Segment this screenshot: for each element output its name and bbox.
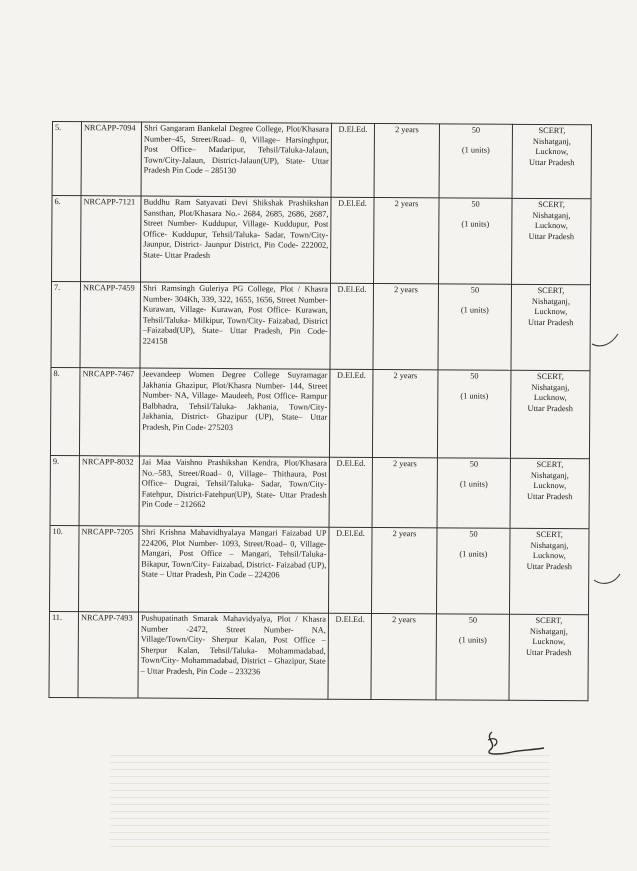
affiliating-body-cell <box>510 370 590 458</box>
affiliating-body-line: Uttar Pradesh <box>526 647 572 657</box>
application-number-cell: NRCAPP-7205 <box>79 526 140 612</box>
duration-cell: 2 years <box>371 527 437 613</box>
course-cell: D.El.Ed. <box>328 527 372 613</box>
course-cell: D.El.Ed. <box>331 197 375 283</box>
affiliating-body-line: Lucknow, <box>535 147 569 157</box>
affiliating-body-line: Uttar Pradesh <box>526 561 573 571</box>
table-row <box>51 282 591 371</box>
intake-cell <box>438 284 512 370</box>
affiliating-body-line: Nishatganj, <box>532 210 571 220</box>
serial-number-cell: 10. <box>50 525 80 611</box>
records-table-body <box>49 122 592 701</box>
institution-address-cell: Shri Krishna Mahavidhyalaya Mangari Faizabad UP 224206, Plot Number- 1093, Street/Road– 0, Village- Mangari, Post Office – Mangari, Tehsil/Taluka- Bikapur, Town/City- Faizabad, District- Faizabad (UP), State – Uttar Pradesh, Pin Code – 224206 <box>139 526 330 613</box>
affiliating-body-line: Lucknow, <box>534 307 568 317</box>
institution-address-cell: Jai Maa Vaishno Prashikshan Kendra, Plot/Khasara No.–583, Street/Road– 0, Village– Thithaura, Post Office– Dugrai, Tehsil/Taluka- Sadar, Town/City- Fatehpur, District-Fatehpur(UP), State- Uttar Pradesh Pin Code – 212662 <box>139 456 329 527</box>
duration-cell: 2 years <box>372 369 438 457</box>
serial-number-cell: 8. <box>50 367 80 455</box>
table-row <box>52 196 592 285</box>
affiliating-body-line: Nishatganj, <box>532 136 571 146</box>
application-number-cell: NRCAPP-7493 <box>78 612 139 698</box>
serial-number-cell: 11. <box>49 611 79 697</box>
application-number-cell: NRCAPP-8032 <box>79 456 139 526</box>
affiliating-body-cell <box>512 124 591 198</box>
serial-number-cell: 9. <box>50 455 79 525</box>
affiliating-body-line: Nishatganj, <box>530 470 569 480</box>
intake-units: (1 units) <box>458 635 487 645</box>
duration-cell: 2 years <box>371 613 437 699</box>
course-cell: D.El.Ed. <box>331 123 374 197</box>
affiliating-body-line: Lucknow, <box>533 481 567 491</box>
intake-seats: 50 <box>469 529 478 539</box>
affiliating-body-line: SCERT, <box>536 529 563 540</box>
intake-cell <box>436 528 510 614</box>
course-cell: D.El.Ed. <box>328 613 372 699</box>
table-row <box>49 611 589 700</box>
intake-units: (1 units) <box>459 549 488 559</box>
serial-number-cell: 7. <box>51 282 81 368</box>
intake-cell <box>437 370 511 458</box>
affiliating-body-cell <box>509 528 589 614</box>
affiliating-body-line: SCERT, <box>538 199 565 210</box>
intake-units: (1 units) <box>460 391 489 401</box>
intake-seats: 50 <box>468 615 478 625</box>
intake-seats: 50 <box>470 285 480 295</box>
affiliating-body-line: Lucknow, <box>532 551 566 561</box>
affiliating-body-line: Nishatganj, <box>529 626 568 636</box>
affiliating-body-line: Uttar Pradesh <box>528 231 575 241</box>
application-number-cell: NRCAPP-7094 <box>81 122 141 196</box>
serial-number-cell: 6. <box>52 196 82 282</box>
course-cell: D.El.Ed. <box>329 457 372 527</box>
affiliating-body-line: Uttar Pradesh <box>527 403 573 413</box>
affiliating-body-line: Uttar Pradesh <box>529 157 575 167</box>
intake-units: (1 units) <box>461 145 490 155</box>
intake-seats: 50 <box>470 371 479 381</box>
table-row <box>50 367 590 458</box>
duration-cell: 2 years <box>374 197 440 283</box>
table-row <box>50 525 590 614</box>
institution-address-cell: Buddhu Ram Satyavati Devi Shikshak Prashikshan Sansthan, Plot/Khasara No.- 2684, 2685, 2686, 2687, Street Number- Kuddupur, Village- Kuddupur, Post Office- Kuddupur, Tehsil/Taluka- Sadar, Town/City- Jaunpur, District- Jaunpur District, Pin Code- 222002, State- Uttar Pradesh <box>141 196 332 283</box>
institution-address-cell: Shri Gangaram Bankelal Degree College, Plot/Khasara Number–45, Street/Road– 0, Village– Harsinghpur, Post Office– Madaripur, Tehsil/Taluka-Jalaun, Town/City-Jalaun, District-Jalaun(UP), State- Uttar Pradesh Pin Code – 285130 <box>141 122 331 197</box>
intake-seats: 50 <box>471 199 480 209</box>
intake-seats: 50 <box>469 459 479 469</box>
affiliating-body-line: Nishatganj, <box>530 540 569 550</box>
affiliating-body-line: SCERT, <box>536 459 564 470</box>
faded-bottom-text-area <box>110 755 550 850</box>
application-number-cell: NRCAPP-7121 <box>81 196 142 282</box>
records-table <box>48 121 592 701</box>
affiliating-body-cell <box>512 198 592 284</box>
intake-units: (1 units) <box>461 219 490 229</box>
duration-cell: 2 years <box>372 457 437 527</box>
duration-cell: 2 years <box>374 123 439 197</box>
intake-cell <box>439 198 513 284</box>
margin-pen-mark <box>590 330 620 350</box>
institution-address-cell: Pushupatinath Smarak Mahavidyalya, Plot / Khasra Number -2472, Street Number- NA, Village/Town/City- Sherpur Kalan, Post Office – Sherpur Kalan, Tehsil/Taluka- Mohammadabad, Town/City- Mohammadabad, District – Ghazipur, State – Uttar Pradesh, Pin Code – 233236 <box>138 612 329 699</box>
affiliating-body-line: SCERT, <box>537 371 564 382</box>
duration-cell: 2 years <box>373 283 439 369</box>
table-row <box>50 455 589 528</box>
institution-address-cell: Jeevandeep Women Degree College Suyramagar Jakhania Ghazipur, Plot/Khasra Number- 144, Street Number- NA, Village- Maudeeh, Post Office- Rampur Balbhadra, Tehsil/Taluka- Jakhania, Town/City- Jakhania, District- Ghazipur (UP), State– Uttar Pradesh, Pin Code- 275203 <box>139 368 330 457</box>
affiliating-body-line: SCERT, <box>535 615 563 626</box>
affiliating-body-line: SCERT, <box>538 125 566 136</box>
application-number-cell: NRCAPP-7459 <box>80 282 141 368</box>
intake-units: (1 units) <box>460 305 489 315</box>
affiliating-body-cell <box>509 614 589 700</box>
intake-seats: 50 <box>471 125 481 135</box>
intake-cell <box>439 124 512 198</box>
affiliating-body-line: Lucknow, <box>532 637 566 647</box>
intake-cell <box>436 614 510 700</box>
affiliating-body-line: Nishatganj, <box>531 382 570 392</box>
affiliating-body-line: SCERT, <box>537 285 565 296</box>
affiliating-body-cell <box>510 458 589 528</box>
intake-cell <box>437 458 510 528</box>
affiliating-body-line: Uttar Pradesh <box>526 491 573 501</box>
affiliating-body-cell <box>511 284 591 370</box>
course-cell: D.El.Ed. <box>330 283 374 369</box>
margin-pen-mark <box>592 568 622 588</box>
affiliating-body-line: Uttar Pradesh <box>528 317 574 327</box>
table-row <box>52 122 591 199</box>
course-cell: D.El.Ed. <box>329 369 373 457</box>
intake-units: (1 units) <box>459 479 488 489</box>
serial-number-cell: 5. <box>52 122 81 196</box>
affiliating-body-line: Lucknow, <box>533 393 567 403</box>
application-number-cell: NRCAPP-7467 <box>79 368 140 456</box>
institution-address-cell: Shri Ramsingh Guleriya PG College, Plot / Khasra Number- 304Kh, 339, 322, 1655, 1656, Street Number- Kurawan, Village- Kurawan, Post Office- Kurawan, Tehsil/Taluka- Milkipur, Town/City- Faizabad, District –Faizabad(UP), State– Uttar Pradesh, Pin Code-224158 <box>140 282 331 369</box>
affiliating-body-line: Lucknow, <box>534 221 568 231</box>
affiliating-body-line: Nishatganj, <box>531 296 570 306</box>
